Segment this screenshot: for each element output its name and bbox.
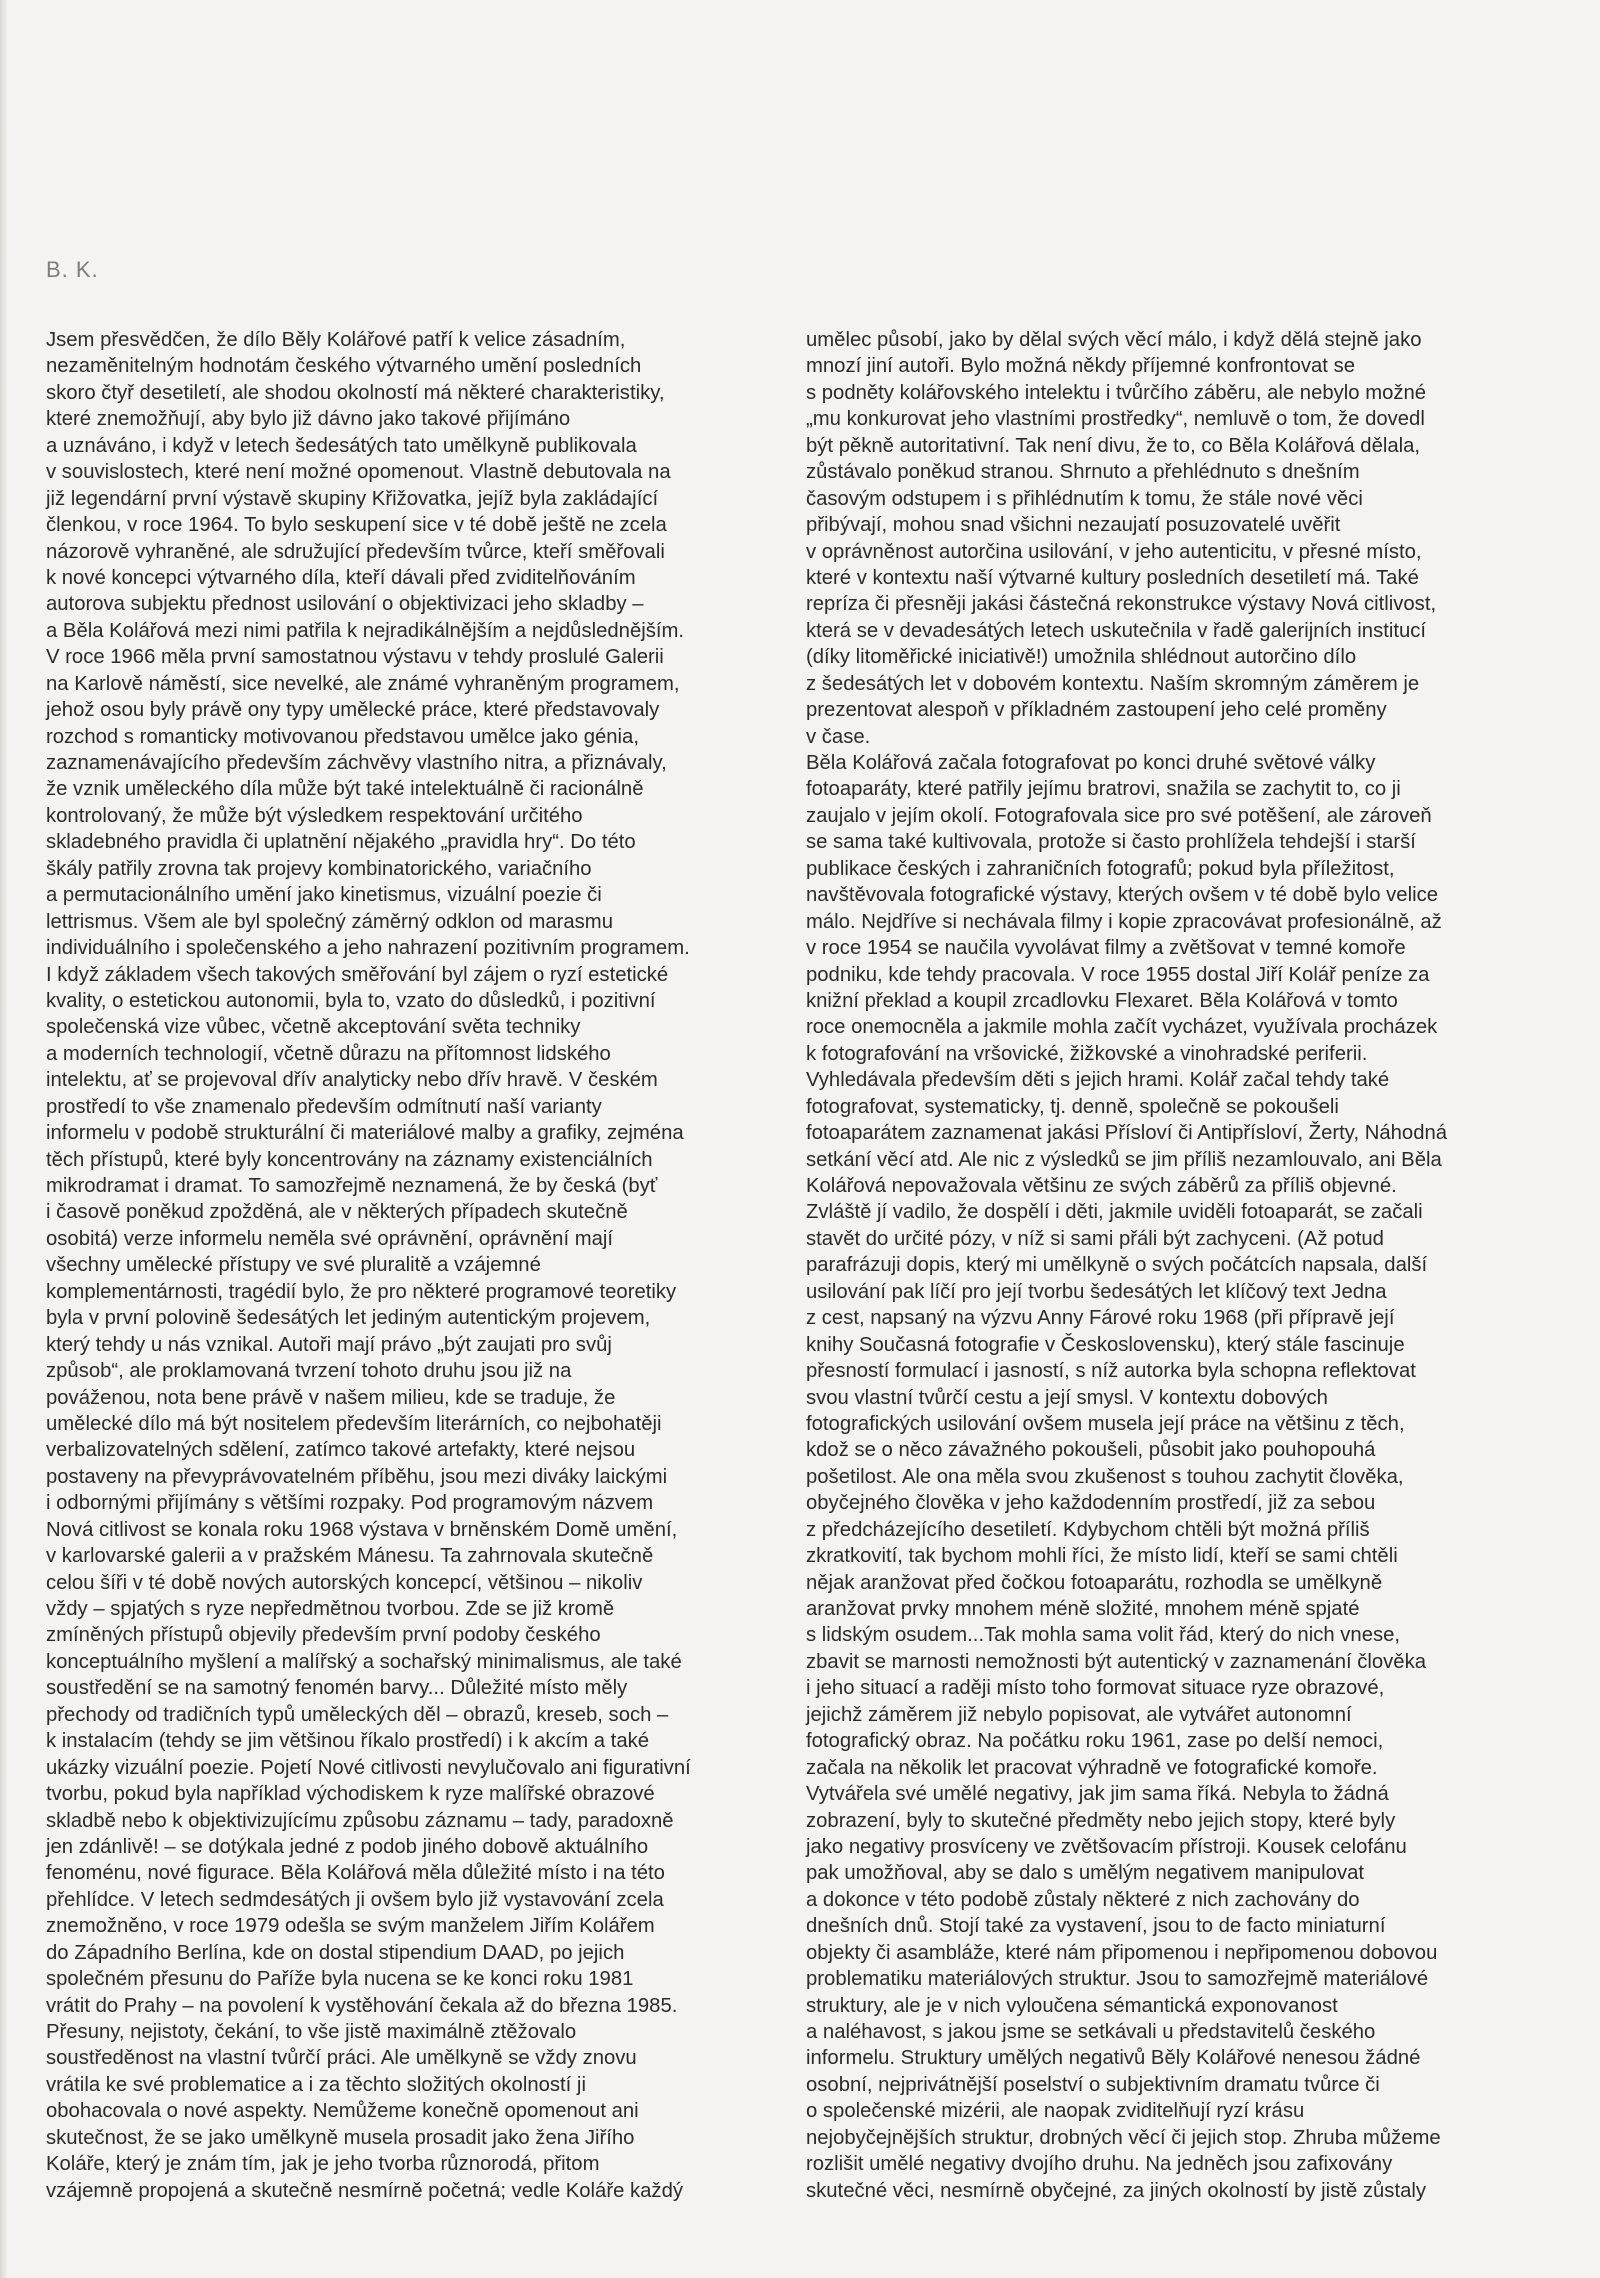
text-line: být pěkně autoritativní. Tak není divu, že to, co Běla Kolářová dělala,	[806, 434, 1421, 457]
text-line: přibývají, mohou snad všichni nezaujatí posuzovatelé uvěřit	[806, 514, 1341, 537]
text-line: publikace českých i zahraničních fotografů; pokud byla příležitost,	[806, 857, 1395, 880]
text-line: postaveny na převyprávovatelném příběhu, jsou mezi diváky laickými	[46, 1465, 668, 1488]
text-line: jen zdánlivě! – se dotýkala jedné z podob jiného dobově aktuálního	[46, 1835, 649, 1858]
text-line: s lidským osudem...Tak mohla sama volit řád, který do nich vnese,	[806, 1624, 1401, 1647]
text-line: obohacovala o nové aspekty. Nemůžeme konečně opomenout ani	[46, 2100, 639, 2123]
right-text-column	[806, 327, 1506, 2204]
text-line: s podněty kolářovského intelektu i tvůrčího záběru, ale nebylo možné	[806, 381, 1427, 404]
text-line: v karlovarské galerii a v pražském Mánesu. Ta zahrnovala skutečně	[46, 1545, 654, 1568]
text-line: verbalizovatelných sdělení, zatímco takové artefakty, které nejsou	[46, 1439, 636, 1462]
text-line: osobní, nejprivátnější poselství o subjektivním dramatu tvůrce či	[806, 2073, 1380, 2096]
text-line: který tehdy u nás vznikal. Autoři mají právo „být zaujati pro svůj	[46, 1333, 612, 1356]
text-line: přechody od tradičních typů uměleckých děl – obrazů, kreseb, soch –	[46, 1703, 669, 1726]
text-line: navštěvovala fotografické výstavy, kterých ovšem v té době bylo velice	[806, 884, 1439, 907]
text-line: začala na několik let pracovat výhradně ve fotografické komoře.	[806, 1756, 1378, 1779]
text-line: i odbornými přijímány s většími rozpaky. Pod programovým názvem	[46, 1492, 654, 1515]
text-line: skutečnost, že se jako umělkyně musela prosadit jako žena Jiřího	[46, 2126, 635, 2149]
text-line: byla v první polovině šedesátých let jediným autentickým projevem,	[46, 1307, 651, 1330]
text-line: a dokonce v této podobě zůstaly některé z nich zachovány do	[806, 1888, 1360, 1911]
text-line: mikrodramat i dramat. To samozřejmě neznamená, že by česká (byť	[46, 1175, 658, 1197]
page-edge-shadow	[0, 0, 8, 2278]
text-line: fotoaparátem zaznamenat jakási Přísloví či Antipřísloví, Žerty, Náhodná	[806, 1122, 1448, 1145]
text-line: na Karlově náměstí, sice nevelké, ale známé vyhraněným programem,	[46, 672, 680, 695]
text-line: všechny umělecké přístupy ve své pluralitě a vzájemné	[46, 1254, 541, 1277]
text-line: a uznáváno, i když v letech šedesátých tato umělkyně publikovala	[46, 434, 637, 457]
text-line: skoro čtyř desetiletí, ale shodou okolností má některé charakteristiky,	[46, 381, 665, 404]
text-line: vrátila ke své problematice a i za těchto složitých okolností ji	[46, 2073, 586, 2096]
text-line: pošetilost. Ale ona měla svou zkušenost s touhou zachytit člověka,	[806, 1465, 1404, 1488]
text-line: vrátit do Prahy – na povolení k vystěhování čekala až do března 1985.	[46, 1994, 678, 2017]
text-line: V roce 1966 měla první samostatnou výstavu v tehdy proslulé Galerii	[46, 646, 664, 669]
text-line: prezentovat alespoň v příkladném zastoupení jeho celé proměny	[806, 699, 1387, 722]
text-line: knižní překlad a koupil zrcadlovku Flexaret. Běla Kolářová v tomto	[806, 989, 1398, 1012]
text-line: zůstávalo poněkud stranou. Shrnuto a přehlédnuto s dnešním	[806, 461, 1360, 484]
text-line: kdož se o něco závažného pokoušeli, působit jako pouhopouhá	[806, 1439, 1376, 1462]
text-line: autorova subjektu přednost usilování o objektivizaci jeho skladby –	[46, 593, 644, 616]
text-line: k fotografování na vršovické, žižkovské a vinohradské periferii.	[806, 1042, 1368, 1065]
text-line: knihy Současná fotografie v Československu), který stále fascinuje	[806, 1333, 1405, 1356]
text-line: přesností formulací i jasností, s níž autorka byla schopna reflektovat	[806, 1360, 1416, 1383]
text-line: individuálního i společenského a jeho nahrazení pozitivním programem.	[46, 937, 690, 960]
text-line: objekty či asambláže, které nám připomenou i nepřipomenou dobovou	[806, 1941, 1438, 1964]
author-initials: B. K.	[46, 257, 99, 282]
text-line: zaujalo v jejím okolí. Fotografovala sice pro své potěšení, ale zároveň	[806, 804, 1432, 827]
text-line: Nová citlivost se konala roku 1968 výstava v brněnském Domě umění,	[46, 1518, 678, 1541]
text-line: skutečné věci, nesmírně obyčejné, za jiných okolností by jistě zůstaly	[806, 2179, 1427, 2202]
text-line: znemožněno, v roce 1979 odešla se svým manželem Jiřím Kolářem	[46, 1915, 655, 1938]
text-line: zmíněných přístupů objevily především první podoby českého	[46, 1624, 601, 1647]
text-line: (díky litoměřické iniciativě!) umožnila shlédnout autorčino dílo	[806, 646, 1357, 669]
text-line: Vytvářela své umělé negativy, jak jim sama říká. Nebyla to žádná	[806, 1783, 1389, 1806]
text-line: Běla Kolářová začala fotografovat po konci druhé světové války	[806, 752, 1376, 774]
text-line: i jeho situací a raději místo toho formovat situace ryze obrazové,	[806, 1677, 1385, 1700]
text-line: společenská vize vůbec, včetně akceptování světa techniky	[46, 1016, 581, 1039]
text-line: zobrazení, byly to skutečné předměty nebo jejich stopy, které byly	[806, 1809, 1396, 1832]
text-line: soustředění se na samotný fenomén barvy... Důležité místo měly	[46, 1677, 628, 1700]
text-line: fotografický obraz. Na počátku roku 1961, zase po delší nemoci,	[806, 1730, 1384, 1753]
text-line: fotografovat, systematicky, tj. denně, společně se pokoušeli	[806, 1095, 1339, 1118]
text-line: kontrolovaný, že může být výsledkem respektování určitého	[46, 804, 583, 827]
text-line: parafrázuji dopis, který mi umělkyně o svých počátcích napsala, další	[806, 1254, 1428, 1277]
text-line: v čase.	[806, 725, 871, 748]
text-line: Kolářová nepovažovala většinu ze svých záběrů za příliš objevné.	[806, 1175, 1397, 1197]
text-line: a Běla Kolářová mezi nimi patřila k nejradikálnějším a nejdůslednějším.	[46, 619, 685, 642]
text-line: podniku, kde tehdy pracovala. V roce 1955 dostal Jiří Kolář peníze za	[806, 963, 1430, 986]
text-line: aranžovat prvky mnohem méně složité, mnohem méně spjaté	[806, 1598, 1360, 1620]
text-line: i časově poněkud zpožděná, ale v některých případech skutečně	[46, 1201, 628, 1224]
text-line: svou vlastní tvůrčí cestu a její smysl. V kontextu dobových	[806, 1386, 1328, 1409]
left-text-column	[46, 327, 746, 2204]
text-line: pováženou, nota bene právě v našem milieu, kde se traduje, že	[46, 1386, 616, 1409]
text-line: Jsem přesvědčen, že dílo Běly Kolářové patří k velice zásadním,	[46, 329, 626, 351]
text-line: kvality, o estetickou autonomii, byla to, vzato do důsledků, i pozitivní	[46, 989, 656, 1012]
text-line: k nové koncepci výtvarného díla, kteří dávali před zviditelňováním	[46, 566, 636, 589]
text-line: stavět do určité pózy, v níž si sami přáli být zachyceni. (Až potud	[806, 1227, 1384, 1250]
text-line: nějak aranžovat před čočkou fotoaparátu, rozhodla se umělkyně	[806, 1571, 1383, 1594]
text-line: v roce 1954 se naučila vyvolávat filmy a zvětšovat v temné komoře	[806, 937, 1406, 960]
text-line: Zvláště jí vadilo, že dospělí i děti, jakmile uviděli fotoaparát, se začali	[806, 1201, 1423, 1224]
text-line: konceptuálního myšlení a malířský a sochařský minimalismus, ale také	[46, 1650, 682, 1673]
text-line: struktury, ale je v nich vyloučena sémantická exponovanost	[806, 1994, 1338, 2017]
text-line: názorově vyhraněné, ale sdružující především tvůrce, kteří směřovali	[46, 540, 665, 563]
text-line: zaznamenávajícího především záchvěvy vlastního nitra, a přiznávaly,	[46, 752, 667, 774]
text-line: roce onemocněla a jakmile mohla začít vycházet, využívala procházek	[806, 1016, 1438, 1039]
text-line: skladebného pravidla či uplatnění nějakého „pravidla hry“. Do této	[46, 831, 636, 854]
text-line: k instalacím (tehdy se jim většinou říkalo prostředí) i k akcím a také	[46, 1730, 650, 1753]
text-line: z šedesátých let v dobovém kontextu. Naším skromným záměrem je	[806, 672, 1420, 695]
text-line: které v kontextu naší výtvarné kultury posledních desetiletí má. Také	[806, 566, 1419, 589]
text-line: obyčejného člověka v jeho každodenním prostředí, již za sebou	[806, 1492, 1376, 1515]
text-line: repríza či přesněji jakási částečná rekonstrukce výstavy Nová citlivost,	[806, 593, 1437, 616]
text-line: že vznik uměleckého díla může být také intelektuálně či racionálně	[46, 778, 644, 801]
text-line: intelektu, ať se projevoval dřív analyticky nebo dřív hravě. V českém	[46, 1069, 658, 1092]
text-line: škály patřily zrovna tak projevy kombinatorického, variačního	[46, 857, 592, 880]
text-line: komplementárnosti, tragédií bylo, že pro některé programové teoretiky	[46, 1280, 677, 1303]
text-line: v oprávněnost autorčina usilování, v jeho autenticitu, v přesné místo,	[806, 540, 1422, 563]
text-line: společném přesunu do Paříže byla nucena se ke konci roku 1981	[46, 1968, 634, 1991]
text-line: skladbě nebo k objektivizujícímu způsobu záznamu – tady, paradoxně	[46, 1809, 674, 1832]
text-line: lettrismus. Všem ale byl společný záměrný odklon od marasmu	[46, 910, 613, 933]
text-line: informelu v podobě strukturální či materiálové malby a grafiky, zejména	[46, 1122, 684, 1145]
text-line: z cest, napsaný na výzvu Anny Fárové roku 1968 (při přípravě její	[806, 1307, 1395, 1330]
text-line: fotografických usilování ovšem musela její práce na většinu z těch,	[806, 1412, 1405, 1435]
text-line: Přesuny, nejistoty, čekání, to vše jistě maximálně ztěžovalo	[46, 2021, 577, 2043]
text-line: již legendární první výstavě skupiny Křižovatka, jejíž byla zakládající	[46, 487, 659, 510]
text-line: celou šíři v té době nových autorských koncepcí, většinou – nikoliv	[46, 1571, 643, 1594]
text-line: zbavit se marnosti nemožnosti být autentický v zaznamenání člověka	[806, 1650, 1427, 1673]
text-line: pak umožňoval, aby se dalo s umělým negativem manipulovat	[806, 1862, 1365, 1885]
text-line: se sama také kultivovala, protože si často prohlížela tehdejší i starší	[806, 831, 1416, 854]
text-line: ukázky vizuální poezie. Pojetí Nové citlivosti nevylučovalo ani figurativní	[46, 1756, 691, 1779]
text-line: která se v devadesátých letech uskutečnila v řadě galerijních institucí	[806, 619, 1427, 642]
text-line: fotoaparáty, které patřily jejímu bratrovi, snažila se zachytit to, co ji	[806, 778, 1401, 801]
text-line: z předcházejícího desetiletí. Kdybychom chtěli být možná příliš	[806, 1518, 1370, 1541]
text-line: prostředí to vše znamenalo především odmítnutí naší varianty	[46, 1095, 602, 1118]
text-line: nejobyčejnějších struktur, drobných věcí či jejich stop. Zhruba můžeme	[806, 2126, 1441, 2149]
text-line: těch přístupů, které byly koncentrovány na záznamy existenciálních	[46, 1148, 653, 1171]
text-line: málo. Nejdříve si nechávala filmy i kopie zpracovávat profesionálně, až	[806, 910, 1442, 933]
text-line: jako negativy prosvíceny ve zvětšovacím přístroji. Kousek celofánu	[806, 1835, 1407, 1858]
text-line: soustředěnost na vlastní tvůrčí práci. Ale umělkyně se vždy znovu	[46, 2047, 637, 2070]
text-line: umělecké dílo má být nositelem především literárních, co nejbohatěji	[46, 1412, 662, 1435]
text-line: a moderních technologií, včetně důrazu na přítomnost lidského	[46, 1042, 611, 1065]
text-line: umělec působí, jako by dělal svých věcí málo, i když dělá stejně jako	[806, 329, 1422, 351]
text-line: členkou, v roce 1964. To bylo seskupení sice v té době ještě ne zcela	[46, 514, 667, 537]
text-line: dnešních dnů. Stojí také za vystavení, jsou to de facto miniaturní	[806, 1915, 1386, 1938]
text-line: Vyhledávala především děti s jejich hrami. Kolář začal tehdy také	[806, 1069, 1390, 1092]
text-line: tvorbu, pokud byla například východiskem k ryze malířské obrazové	[46, 1783, 655, 1806]
text-line: fenoménu, nové figurace. Běla Kolářová měla důležité místo i na této	[46, 1862, 665, 1885]
text-line: přehlídce. V letech sedmdesátých ji ovšem bylo již vystavování zcela	[46, 1888, 664, 1911]
text-line: a permutacionálního umění jako kinetismus, vizuální poezie či	[46, 884, 602, 907]
text-line: mnozí jiní autoři. Bylo možná někdy příjemné konfrontovat se	[806, 355, 1355, 378]
text-line: rozchod s romanticky motivovanou představou umělce jako génia,	[46, 725, 639, 748]
text-line: setkání věcí atd. Ale nic z výsledků se jim příliš nezamlouvalo, ani Běla	[806, 1148, 1442, 1171]
text-line: do Západního Berlína, kde on dostal stipendium DAAD, po jejich	[46, 1941, 625, 1964]
text-line: o společenské mizérii, ale naopak zviditelňují ryzí krásu	[806, 2100, 1305, 2123]
text-line: zkratkovití, tak bychom mohli říci, že místo lidí, kteří se sami chtěli	[806, 1545, 1398, 1568]
text-line: vzájemně propojená a skutečně nesmírně početná; vedle Koláře každý	[46, 2179, 683, 2202]
text-line: v souvislostech, které není možné opomenout. Vlastně debutovala na	[46, 461, 671, 484]
text-line: které znemožňují, aby bylo již dávno jako takové přijímáno	[46, 408, 571, 431]
text-line: vždy – spjatých s ryze nepředmětnou tvorbou. Zde se již kromě	[46, 1598, 615, 1620]
text-line: nezaměnitelným hodnotám českého výtvarného umění posledních	[46, 355, 642, 378]
text-line: a naléhavost, s jakou jsme se setkávali u představitelů českého	[806, 2021, 1376, 2043]
text-line: jehož osou byly právě ony typy umělecké práce, které představovaly	[46, 699, 660, 722]
text-line: jejichž záměrem již nebylo popisovat, ale vytvářet autonomní	[806, 1703, 1352, 1726]
text-line: informelu. Struktury umělých negativů Běly Kolářové nenesou žádné	[806, 2047, 1421, 2070]
text-line: „mu konkurovat jeho vlastními prostředky“, nemluvě o tom, že dovedl	[806, 408, 1425, 431]
text-line: rozlišit umělé negativy dvojího druhu. Na jedněch jsou zafixovány	[806, 2153, 1393, 2176]
text-line: způsob“, ale proklamovaná tvrzení tohoto druhu jsou již na	[46, 1360, 572, 1383]
text-line: problematiku materiálových struktur. Jsou to samozřejmě materiálové	[806, 1968, 1429, 1991]
text-line: usilování pak líčí pro její tvorbu šedesátých let klíčový text Jedna	[806, 1280, 1387, 1303]
text-line: osobitá) verze informelu neměla své oprávnění, oprávnění mají	[46, 1227, 614, 1250]
text-line: časovým odstupem i s přihlédnutím k tomu, že stále nové věci	[806, 487, 1363, 510]
text-line: I když základem všech takových směřování byl zájem o ryzí estetické	[46, 963, 669, 986]
text-line: Koláře, který je znám tím, jak je jeho tvorba různorodá, přitom	[46, 2153, 600, 2176]
